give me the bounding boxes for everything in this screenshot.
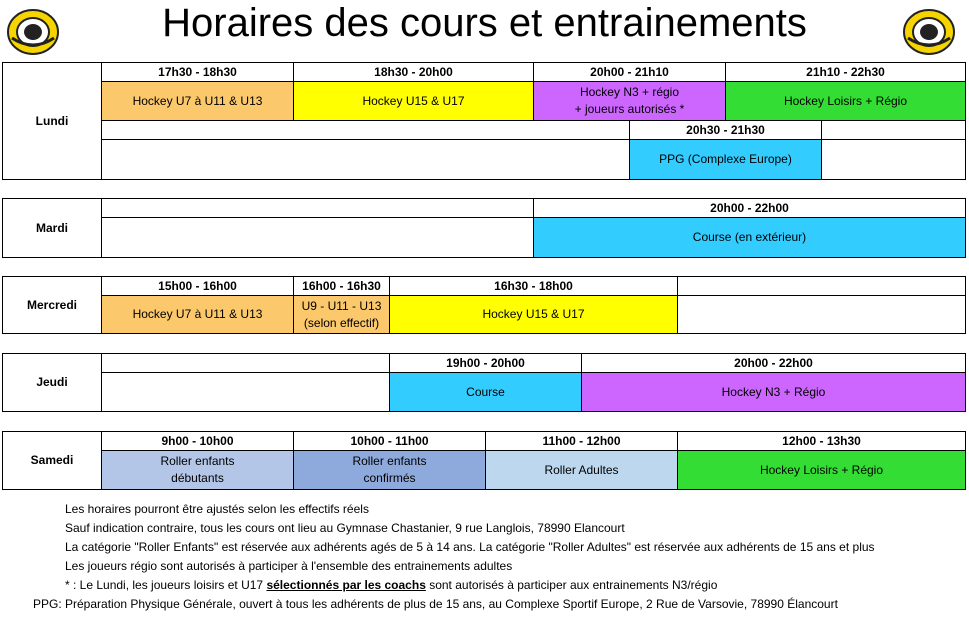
time-slot: 9h00 - 10h00 — [101, 431, 294, 451]
activity-line: Roller enfants — [352, 454, 427, 468]
day-label-jeudi: Jeudi — [2, 353, 102, 412]
time-slot: 21h10 - 22h30 — [725, 62, 966, 82]
note-emphasis: sélectionnés par les coachs — [266, 578, 426, 592]
time-slot: 15h00 - 16h00 — [101, 276, 294, 296]
activity-cell — [533, 81, 726, 121]
page-title: Horaires des cours et entrainements — [162, 1, 807, 45]
activity-cell: Course — [389, 372, 582, 412]
activity-line: Roller enfants — [160, 454, 235, 468]
activity-line: + joueurs autorisés * — [574, 102, 685, 116]
time-slot: 18h30 - 20h00 — [293, 62, 534, 82]
time-slot: 16h30 - 18h00 — [389, 276, 678, 296]
activity-cell: Hockey U7 à U11 & U13 — [101, 81, 294, 121]
time-slot: 20h00 - 22h00 — [581, 353, 966, 373]
note-line: Les joueurs régio sont autorisés à participer à l'ensemble des entrainements adultes — [65, 559, 513, 573]
note-text: * : Le Lundi, les joueurs loisirs et U17 — [65, 578, 267, 592]
activity-cell: Hockey Loisirs + Régio — [725, 81, 966, 121]
activity-cell: Hockey N3 + Régio — [581, 372, 966, 412]
activity-line: (selon effectif) — [303, 315, 380, 330]
activity-cell: Hockey Loisirs + Régio — [677, 450, 966, 490]
day-label-mercredi: Mercredi — [2, 276, 102, 334]
day-label-samedi: Samedi — [2, 431, 102, 490]
time-slot: 20h30 - 21h30 — [629, 120, 822, 140]
time-slot: 16h00 - 16h30 — [293, 276, 390, 296]
ppg-label: PPG: — [33, 597, 62, 611]
note-line: Sauf indication contraire, tous les cours ont lieu au Gymnase Chastanier, 9 rue Langlois, 78990 Elancourt — [65, 521, 625, 535]
note-line: La catégorie "Roller Enfants" est réservée aux adhérents agés de 5 à 14 ans. La catégorie "Roller Adultes" est réservée aux adhérents de 15 ans et plus — [65, 540, 875, 554]
activity-cell: PPG (Complexe Europe) — [629, 139, 822, 180]
activity-cell: Course (en extérieur) — [533, 217, 966, 258]
empty-cell — [101, 139, 630, 180]
time-slot: 10h00 - 11h00 — [293, 431, 486, 451]
empty-cell — [101, 217, 534, 258]
activity-cell — [293, 295, 390, 334]
time-slot: 17h30 - 18h30 — [101, 62, 294, 82]
empty-cell — [821, 120, 966, 140]
note-line: Préparation Physique Générale, ouvert à tous les adhérents de plus de 15 ans, au Complexe Sportif Europe, 2 Rue de Varsovie, 78990 Élancourt — [65, 597, 838, 611]
activity-cell: Hockey U15 & U17 — [389, 295, 678, 334]
note-line: Les horaires pourront être ajustés selon les effectifs réels — [65, 502, 369, 516]
day-label-mardi: Mardi — [2, 198, 102, 258]
empty-cell — [821, 139, 966, 180]
empty-cell — [677, 276, 966, 296]
time-slot: 20h00 - 21h10 — [533, 62, 726, 82]
time-slot: 19h00 - 20h00 — [389, 353, 582, 373]
empty-cell — [101, 353, 390, 373]
time-slot: 11h00 - 12h00 — [485, 431, 678, 451]
activity-line: Hockey N3 + régio — [579, 85, 680, 99]
day-label-lundi: Lundi — [2, 62, 102, 180]
activity-cell — [101, 450, 294, 490]
activity-cell: Hockey U15 & U17 — [293, 81, 534, 121]
empty-cell — [101, 198, 534, 218]
time-slot: 12h00 - 13h30 — [677, 431, 966, 451]
note-line — [65, 576, 717, 595]
activity-cell — [293, 450, 486, 490]
activity-line: débutants — [171, 471, 224, 485]
empty-cell — [101, 120, 630, 140]
activity-cell: Roller Adultes — [485, 450, 678, 490]
activity-line: U9 - U11 - U13 — [301, 298, 382, 313]
activity-line: confirmés — [363, 471, 416, 485]
empty-cell — [677, 295, 966, 334]
club-logo-icon — [902, 8, 956, 56]
empty-cell — [101, 372, 390, 412]
activity-cell: Hockey U7 à U11 & U13 — [101, 295, 294, 334]
time-slot: 20h00 - 22h00 — [533, 198, 966, 218]
note-text: sont autorisés à participer aux entrainements N3/régio — [425, 578, 718, 592]
